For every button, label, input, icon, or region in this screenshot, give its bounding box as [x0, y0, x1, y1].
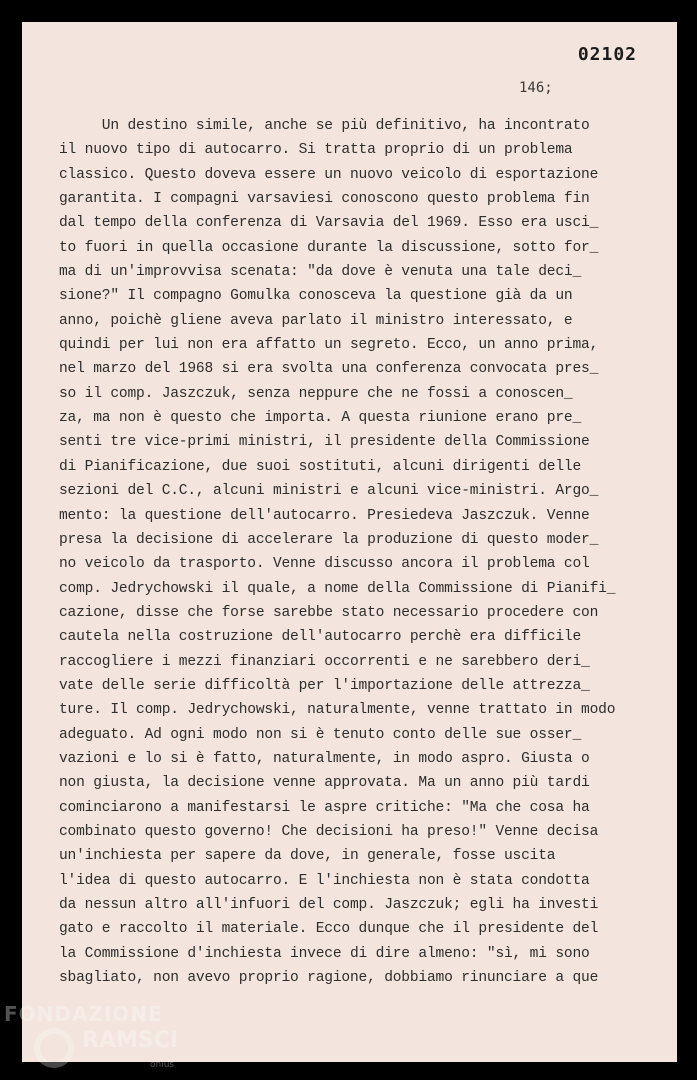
text-line: gato e raccolto il materiale. Ecco dunque che il presidente del — [59, 921, 599, 938]
text-line: sezioni del C.C., alcuni ministri e alcuni vice-ministri. Argo_ — [59, 483, 599, 500]
text-line: il nuovo tipo di autocarro. Si tratta proprio di un problema — [59, 142, 573, 159]
text-line: senti tre vice-primi ministri, il presidente della Commissione — [59, 434, 590, 451]
body-text — [59, 114, 669, 990]
text-line: cominciarono a manifestarsi le aspre critiche: "Ma che cosa ha — [59, 799, 590, 816]
text-line: cautela nella costruzione dell'autocarro perchè era difficile — [59, 629, 582, 646]
text-line: za, ma non è questo che importa. A questa riunione erano pre_ — [59, 410, 582, 427]
text-line: non giusta, la decisione venne approvata. Ma un anno più tardi — [59, 775, 590, 792]
text-line: ture. Il comp. Jedrychowski, naturalmente, venne trattato in modo — [59, 702, 616, 719]
text-line: cazione, disse che forse sarebbe stato necessario procedere con — [59, 604, 599, 621]
text-line: adeguato. Ad ogni modo non si è tenuto conto delle sue osser_ — [59, 726, 582, 743]
text-line: presa la decisione di accelerare la produzione di questo moder_ — [59, 531, 599, 548]
text-line: vazioni e lo si è fatto, naturalmente, in modo aspro. Giusta o — [59, 750, 590, 767]
watermark-line1: FONDAZIONE — [4, 1002, 163, 1026]
text-line: classico. Questo doveva essere un nuovo veicolo di esportazione — [59, 166, 599, 183]
text-line: l'idea di questo autocarro. E l'inchiesta non è stata condotta — [59, 872, 590, 889]
watermark-line2: RAMSCI — [82, 1028, 179, 1053]
text-line: Un destino simile, anche se più definitivo, ha incontrato — [59, 118, 590, 134]
text-line: no veicolo da trasporto. Venne discusso ancora il problema col — [59, 556, 590, 573]
text-line: mento: la questione dell'autocarro. Presiedeva Jaszczuk. Venne — [59, 507, 590, 524]
text-line: sbagliato, non avevo proprio ragione, dobbiamo rinunciare a que — [59, 970, 599, 987]
text-line: garantita. I compagni varsaviesi conoscono questo problema fin — [59, 191, 590, 208]
text-line: vate delle serie difficoltà per l'importazione delle attrezza_ — [59, 677, 590, 694]
text-line: ma di un'improvvisa scenata: "da dove è venuta una tale deci_ — [59, 264, 582, 281]
watermark-onlus: onlus — [150, 1060, 175, 1070]
typewritten-page — [22, 22, 677, 1062]
text-line: raccogliere i mezzi finanziari occorrenti e ne sarebbero deri_ — [59, 653, 590, 670]
text-line: la Commissione d'inchiesta invece di dire almeno: "sì, mi sono — [59, 945, 590, 962]
text-line: dal tempo della conferenza di Varsavia del 1969. Esso era usci_ — [59, 215, 599, 232]
text-line: so il comp. Jaszczuk, senza neppure che ne fossi a conoscen_ — [59, 385, 573, 402]
text-line: un'inchiesta per sapere da dove, in generale, fosse uscita — [59, 848, 556, 865]
text-line: di Pianificazione, due suoi sostituti, alcuni dirigenti delle — [59, 458, 582, 475]
document-number: 02102 — [577, 44, 637, 65]
fondazione-gramsci-watermark — [4, 1002, 179, 1070]
text-line: da nessun altro all'infuori del comp. Jaszczuk; egli ha investi — [59, 897, 599, 913]
text-line: nel marzo del 1968 si era svolta una conferenza convocata pres_ — [59, 361, 599, 378]
text-line: comp. Jedrychowski il quale, a nome della Commissione di Pianifi_ — [59, 580, 616, 597]
text-line: to fuori in quella occasione durante la discussione, sotto for_ — [59, 239, 599, 256]
text-line: quindi per lui non era affatto un segreto. Ecco, un anno prima, — [59, 337, 599, 354]
text-line: sione?" Il compagno Gomulka conosceva la questione già da un — [59, 288, 573, 305]
gramsci-logo-icon — [34, 1028, 74, 1068]
text-line: anno, poichè gliene aveva parlato il ministro interessato, e — [59, 312, 573, 329]
text-line: combinato questo governo! Che decisioni ha preso!" Venne decisa — [59, 823, 599, 840]
page-number: 146; — [519, 80, 553, 96]
